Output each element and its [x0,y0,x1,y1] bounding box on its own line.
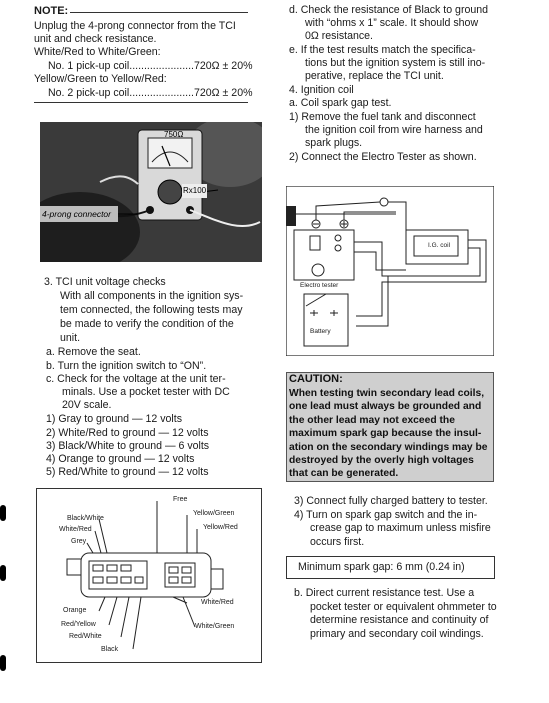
text-line: d. Check the resistance of Black to ground [289,4,489,16]
caution-line: When testing twin secondary lead coils, [289,388,485,399]
text-line: e. If the test results match the specifica- [289,44,476,56]
text-line: pocket tester or equivalent ohmmeter to [310,601,497,613]
note-rule [70,12,248,13]
step-line: minals. Use a pocket tester with DC [62,386,230,398]
coil-label: I.G. coil [428,242,451,249]
text-line: 2) Connect the Electro Tester as shown. [289,151,477,163]
check-line: 4) Orange to ground — 12 volts [46,453,195,465]
text-line: crease gap to maximum unless misfire [310,522,491,534]
section-title: 3. TCI unit voltage checks [44,276,166,288]
check-line: 2) White/Red to ground — 12 volts [46,427,209,439]
wire-label: Free [173,496,188,503]
tci-connector-diagram [36,488,262,663]
note-line: No. 2 pick-up coil......................720Ω ± 20% [48,87,253,99]
text-line: determine resistance and continuity of [310,614,489,626]
check-line: 3) Black/White to ground — 6 volts [46,440,210,452]
note-line: Unplug the 4-prong connector from the TCI [34,20,236,32]
text-line: 1) Remove the fuel tank and disconnect [289,111,476,123]
wire-label: Yellow/Red [203,524,238,531]
intro-line: With all components in the ignition sys- [60,290,244,302]
text-line: the ignition coil from wire harness and [305,124,483,136]
text-line: b. Direct current resistance test. Use a [294,587,475,599]
caution-title: CAUTION: [289,373,343,385]
intro-line: be made to verify the condition of the [60,318,234,330]
battery-label: Battery [310,328,331,335]
text-line: occurs first. [310,536,365,548]
wire-label: White/Red [59,526,92,533]
intro-line: tem connected, the following tests may [60,304,243,316]
text-line: 4) Turn on spark gap switch and the in- [294,509,478,521]
caution-line: ation on the secondary windings may be [289,442,488,453]
caution-line: the other lead may not exceed the [289,415,455,426]
binding-hole [0,655,6,671]
note-bottom-rule [34,102,248,103]
caution-line: maximum spark gap because the insul- [289,428,482,439]
range-label: Rx100 [182,184,207,198]
note-line: White/Red to White/Green: [34,46,161,58]
meter-reading-label: 750Ω [164,130,184,139]
ignition-coil-wiring-diagram [286,186,494,356]
text-line: 0Ω resistance. [305,30,373,42]
text-line: tions but the ignition system is still ino- [305,57,486,69]
text-line: with “ohms x 1” scale. It should show [305,17,479,29]
wire-label: White/Red [201,599,234,606]
tester-label: Electro tester [300,282,339,289]
wire-label: Black/White [67,515,104,522]
wire-label: White/Green [195,623,235,630]
multimeter-photo [40,122,262,262]
text-line: 4. Ignition coil [289,84,354,96]
intro-line: unit. [60,332,81,344]
note-line: No. 1 pick-up coil......................720Ω ± 20% [48,60,253,72]
caution-line: that can be generated. [289,468,399,479]
wire-label: Grey [71,538,87,545]
note-line: Yellow/Green to Yellow/Red: [34,73,167,85]
text-line: perative, replace the TCI unit. [305,70,444,82]
wire-label: Orange [63,607,87,614]
caution-line: destroyed by the overly high voltages [289,455,474,466]
check-line: 5) Red/White to ground — 12 volts [46,466,209,478]
text-line: primary and secondary coil windings. [310,628,484,640]
wire-label: Red/White [69,633,102,640]
check-line: 1) Gray to ground — 12 volts [46,413,183,425]
step-line: a. Remove the seat. [46,346,141,358]
caution-line: one lead must always be grounded and [289,401,482,412]
text-line: 3) Connect fully charged battery to tester. [294,495,488,507]
step-line: 20V scale. [62,399,112,411]
binding-hole [0,565,6,581]
spark-gap-spec: Minimum spark gap: 6 mm (0.24 in) [298,561,465,573]
step-line: c. Check for the voltage at the unit ter- [46,373,226,385]
wire-label: Red/Yellow [61,621,96,628]
text-line: a. Coil spark gap test. [289,97,392,109]
binding-hole [0,505,6,521]
step-line: b. Turn the ignition switch to “ON”. [46,360,207,372]
wire-label: Yellow/Green [193,510,235,517]
photo-illustration [40,122,262,262]
note-line: unit and check resistance. [34,33,157,45]
connector-label: 4-prong connector [42,209,111,219]
wire-label: Black [101,646,119,653]
text-line: spark plugs. [305,137,363,149]
note-label: NOTE: [34,5,69,17]
